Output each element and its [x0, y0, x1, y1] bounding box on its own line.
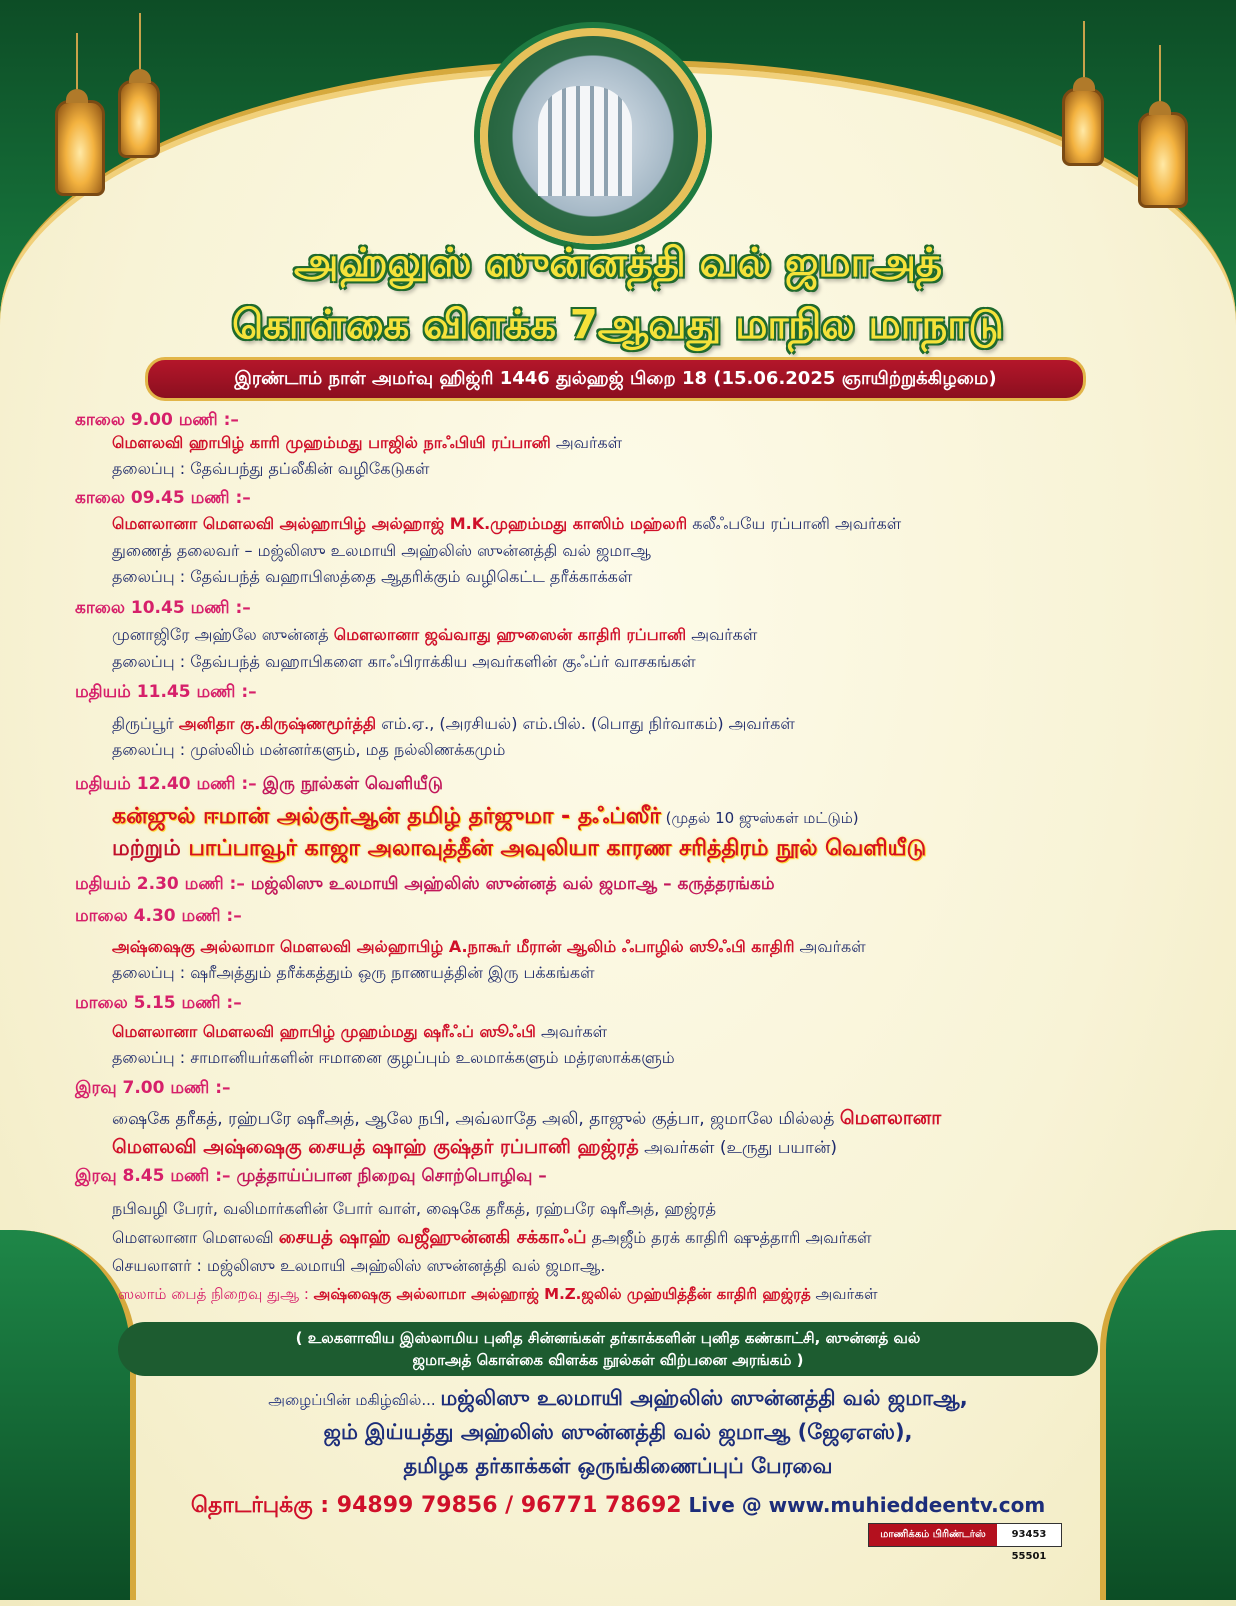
- slot-extra: மஜ்லிஸு உலமாயி அஹ்லிஸ் ஸுன்னத் வல் ஜமாஆ – கருத்தரங்கம்: [244, 874, 775, 894]
- date-banner: இரண்டாம் நாள் அமர்வு ஹிஜ்ரி 1446 துல்ஹஜ் பிறை 18 (15.06.2025 ஞாயிற்றுக்கிழமை): [145, 357, 1086, 401]
- closing-dua-suffix: அவர்கள்: [810, 1285, 878, 1303]
- and-text: மற்றும்: [112, 836, 189, 861]
- role-line: துணைத் தலைவர் – மஜ்லிஸு உலமாயி அஹ்லிஸ் ஸுன்னத்தி வல் ஜமாஆ: [112, 541, 651, 560]
- slot-time: காலை 10.45 மணி :–: [75, 598, 251, 618]
- speaker-suffix: அவர்கள்: [794, 937, 866, 956]
- slot-time: இரவு 7.00 மணி :–: [75, 1078, 231, 1098]
- topic-line: தலைப்பு : தேவ்பந்த் வஹாபிஸத்தை ஆதரிக்கும் வழிகெட்ட தரீக்காக்கள்: [112, 567, 633, 586]
- slot-time: மாலை 4.30 மணி :–: [75, 906, 242, 926]
- slot-time: [75, 774, 443, 796]
- organizer-3: தமிழக தர்காக்கள் ஒருங்கிணைப்புப் பேரவை: [403, 1454, 833, 1478]
- invitation-line1: [0, 1386, 1236, 1413]
- closing-dua-line: [118, 1285, 878, 1305]
- slot-extra: முத்தாய்ப்பான நிறைவு சொற்பொழிவு –: [230, 1166, 547, 1186]
- poster-title-line1: அஹ்லுஸ் ஸுன்னத்தி வல் ஜமாஅத்: [293, 240, 943, 286]
- closing-dua-label: ஸலாம் பைத் நிறைவு துஆ :: [118, 1285, 314, 1303]
- exhibition-banner: [118, 1322, 1098, 1376]
- contact-phones: 94899 79856 / 96771 78692: [336, 1493, 682, 1518]
- speaker-suffix: கலீஃபயே ரப்பானி அவர்கள்: [687, 514, 902, 533]
- organizer-2: ஜம் இய்யத்து அஹ்லிஸ் ஸுன்னத்தி வல் ஜமாஆ (ஜேஏஎஸ்),: [323, 1420, 913, 1444]
- slot-time-label: மதியம் 2.30 மணி :–: [75, 874, 245, 894]
- printer-phone: 93453 55501: [997, 1524, 1061, 1546]
- slot-time: மாலை 5.15 மணி :–: [75, 993, 242, 1013]
- slot-time: [75, 874, 775, 896]
- slot-time-label: மதியம் 12.40 மணி :–: [75, 774, 257, 794]
- speaker-name: அனிதா கு.கிருஷ்ணமூர்த்தி: [178, 714, 377, 733]
- speaker-name: அஷ்ஷைகு அல்லாமா மௌலவி அல்ஹாபிழ் A.நாகூர் மீரான் ஆலிம் ஃபாழில் ஸூஃபி காதிரி: [112, 937, 795, 956]
- contact-label: தொடர்புக்கு :: [190, 1493, 337, 1518]
- speaker-prefix: திருப்பூர்: [112, 714, 179, 733]
- speaker-suffix: அவர்கள்: [535, 1022, 608, 1041]
- speaker-prefix: மௌலானா மௌலவி: [112, 1228, 279, 1247]
- slot-time: மதியம் 11.45 மணி :–: [75, 682, 257, 702]
- book2-title: பாப்பாவூர் காஜா அலாவுத்தீன் அவுலியா காரண சரித்திரம் நூல் வெளியீடு: [188, 836, 927, 861]
- book-release-line1: [112, 804, 859, 832]
- speaker-prefix: முனாஜிரே அஹ்லே ஸுன்னத்: [112, 625, 334, 644]
- exhibition-line2: ஜமாஅத் கொள்கை விளக்க நூல்கள் விற்பனை அரங்கம் ): [412, 1351, 804, 1369]
- book1-note: (முதல் 10 ஜுஸ்கள் மட்டும்): [660, 809, 859, 827]
- slot-time: [75, 1166, 547, 1188]
- speaker-name: மௌலானா: [839, 1107, 942, 1129]
- speaker-line: [112, 433, 622, 454]
- speaker-titles: ஷைகே தரீகத், ரஹ்பரே ஷரீஅத், ஆலே நபி, அவ்லாதே அலி, தாஜுல் குத்பா, ஜமாலே மில்லத்: [112, 1109, 840, 1129]
- exhibition-line1: ( உலகளாவிய இஸ்லாமிய புனித சின்னங்கள் தர்காக்களின் புனித கண்காட்சி, ஸுன்னத் வல்: [295, 1329, 921, 1347]
- topic-line: தலைப்பு : சாமானியர்களின் ஈமானை குழப்பும் உலமாக்களும் மத்ரஸாக்களும்: [112, 1048, 675, 1067]
- speaker-line: [112, 1022, 607, 1043]
- contact-line: [0, 1493, 1236, 1521]
- topic-line: தலைப்பு : தேவ்பந்து தப்லீகின் வழிகேடுகள்: [112, 459, 430, 478]
- topic-line: தலைப்பு : தேவ்பந்த் வஹாபிகளை காஃபிராக்கிய அவர்களின் குஃப்ர் வாசகங்கள்: [112, 652, 696, 671]
- speaker-suffix: எம்.ஏ., (அரசியல்) எம்.பில். (பொது நிர்வாகம்) அவர்கள்: [376, 714, 795, 733]
- speaker-line: [112, 937, 866, 958]
- speaker-line: [112, 1227, 872, 1250]
- slot-extra: இரு நூல்கள் வெளியீடு: [256, 774, 443, 794]
- speaker-line: [112, 1107, 941, 1132]
- speaker-name: மௌலவி அஷ்ஷைகு சையத் ஷாஹ் குஷ்தர் ரப்பானி ஹஜ்ரத்: [112, 1136, 639, 1158]
- speaker-line: [112, 1136, 837, 1161]
- slot-time-label: இரவு 8.45 மணி :–: [75, 1166, 231, 1186]
- invitation-lead: அழைப்பின் மகிழ்வில்...: [268, 1391, 441, 1409]
- speaker-name: மௌலவி ஹாபிழ் காரி முஹம்மது பாஜில் நாஃபியி ரப்பானி: [112, 433, 551, 452]
- topic-line: தலைப்பு : முஸ்லிம் மன்னர்களும், மத நல்லிணக்கமும்: [112, 740, 506, 759]
- speaker-suffix: அவர்கள்: [686, 625, 758, 644]
- speaker-name: சையத் ஷாஹ் வஜீஹுன்னகி சக்காஃப்: [278, 1227, 587, 1248]
- speaker-line: [112, 714, 795, 735]
- slot-time: காலை 9.00 மணி :–: [75, 410, 239, 430]
- live-website-link[interactable]: Live @ www.muhieddeentv.com: [681, 1493, 1046, 1517]
- role-line: செயலாளர் : மஜ்லிஸு உலமாயி அஹ்லிஸ் ஸுன்னத்தி வல் ஜமாஆ.: [112, 1256, 606, 1275]
- slot-time: காலை 09.45 மணி :–: [75, 488, 251, 508]
- speaker-name: மௌலானா ஜவ்வாது ஹுஸைன் காதிரி ரப்பானி: [333, 625, 687, 644]
- closing-dua-speaker: அஷ்ஷைகு அல்லாமா அல்ஹாஜ் M.Z.ஜலில் முஹ்யித்தீன் காதிரி ஹஜ்ரத்: [313, 1285, 811, 1303]
- organizer-1: மஜ்லிஸு உலமாயி அஹ்லிஸ் ஸுன்னத்தி வல் ஜமாஆ,: [440, 1386, 968, 1410]
- topic-line: தலைப்பு : ஷரீஅத்தும் தரீக்கத்தும் ஒரு நாணயத்தின் இரு பக்கங்கள்: [112, 963, 595, 982]
- printer-credit: [868, 1523, 1062, 1562]
- speaker-name: மௌலானா மௌலவி அல்ஹாபிழ் அல்ஹாஜ் M.K.முஹம்மது காஸிம் மஹ்லரி: [112, 514, 688, 533]
- printer-name: மாணிக்கம் பிரிண்டர்ஸ்: [869, 1524, 997, 1546]
- poster-title-line2: கொள்கை விளக்க 7ஆவது மாநில மாநாடு: [232, 302, 1004, 348]
- speaker-line: [112, 514, 901, 535]
- speaker-titles: நபிவழி பேரர், வலிமார்களின் போர் வாள், ஷைகே தரீகத், ரஹ்பரே ஷரீஅத், ஹஜ்ரத்: [112, 1199, 717, 1218]
- speaker-suffix: தஅஜீம் தரக் காதிரி ஷுத்தாரி அவர்கள்: [586, 1228, 872, 1247]
- book1-title: கன்ஜுல் ஈமான் அல்குர்ஆன் தமிழ் தர்ஜுமா - தஃப்ஸீர்: [112, 804, 661, 829]
- book-release-line2: [112, 836, 926, 864]
- speaker-suffix: அவர்கள் (உருது பயான்): [638, 1138, 837, 1158]
- speaker-suffix: அவர்கள்: [550, 433, 623, 452]
- speaker-line: [112, 625, 757, 646]
- speaker-name: மௌலானா மௌலவி ஹாபிழ் முஹம்மது ஷரீஃப் ஸூஃபி: [112, 1022, 536, 1041]
